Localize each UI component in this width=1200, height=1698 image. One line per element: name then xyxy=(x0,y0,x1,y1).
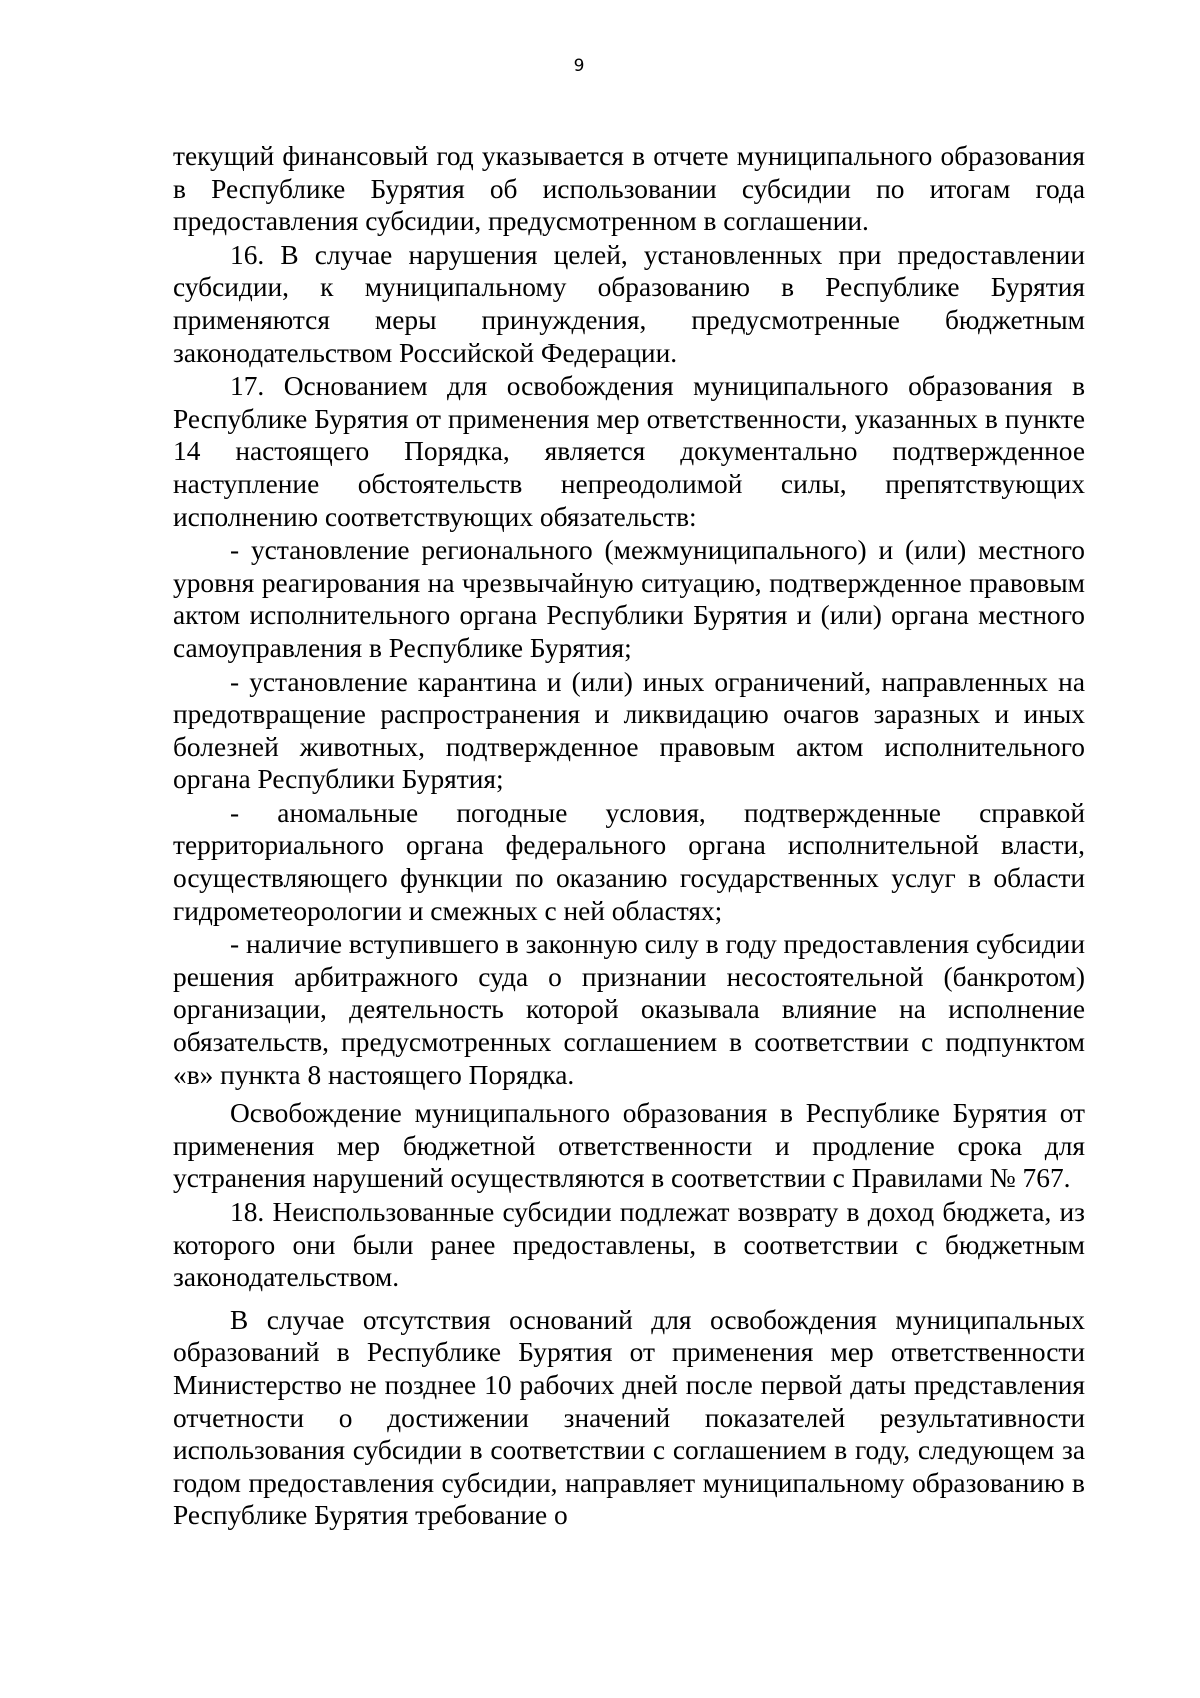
paragraph-16: 16. В случае нарушения целей, установленных при предоставлении субсидии, к муниципальному образованию в Республике Бурятия применяются меры принуждения, предусмотренные бюджетным законодательством Российской Федерации. xyxy=(173,239,1085,368)
paragraph-exemption: Освобождение муниципального образования в Республике Бурятия от применения мер бюджетной ответственности и продление срока для устранения нарушений осуществляются в соответствии с Правилами № 767. xyxy=(173,1098,1085,1194)
paragraph-no-grounds: В случае отсутствия оснований для освобождения муниципальных образований в Республике Бурятия от применения мер ответственности Министерство не позднее 10 рабочих дней после первой даты представления отчетности о достижении значений показателей результативности использования субсидии в соответствии с соглашением в году, следующем за годом предоставления субсидии, направляет муниципальному образованию в Республике Бурятия требование о xyxy=(173,1304,1085,1531)
list-item-weather: - аномальные погодные условия, подтвержденные справкой территориального органа федерального органа исполнительной власти, осуществляющего функции по оказанию государственных услуг в области гидрометеорологии и смежных с ней областях; xyxy=(173,797,1085,926)
paragraph-continuation: текущий финансовый год указывается в отчете муниципального образования в Республике Бурятия об использовании субсидии по итогам года предоставления субсидии, предусмотренном в соглашении. xyxy=(173,141,1085,237)
document-body xyxy=(173,140,1085,1532)
list-item-quarantine: - установление карантина и (или) иных ограничений, направленных на предотвращение распространения и ликвидацию очагов заразных и иных болезней животных, подтвержденное правовым актом исполнительного органа Республики Бурятия; xyxy=(173,666,1085,795)
paragraph-18: 18. Неиспользованные субсидии подлежат возврату в доход бюджета, из которого они были ранее предоставлены, в соответствии с бюджетным законодательством. xyxy=(173,1197,1085,1293)
paragraph-17: 17. Основанием для освобождения муниципального образования в Республике Бурятия от применения мер ответственности, указанных в пункте 14 настоящего Порядка, является документально подтвержденное наступление обстоятельств непреодолимой силы, препятствующих исполнению соответствующих обязательств: xyxy=(173,371,1085,532)
page-number: 9 xyxy=(573,56,585,76)
list-item-emergency: - установление регионального (межмуниципального) и (или) местного уровня реагирования на чрезвычайную ситуацию, подтвержденное правовым актом исполнительного органа Республики Бурятия и (или) органа местного самоуправления в Республике Бурятия; xyxy=(173,535,1085,663)
list-item-bankruptcy: - наличие вступившего в законную силу в году предоставления субсидии решения арбитражного суда о признании несостоятельной (банкротом) организации, деятельность которой оказывала влияние на исполнение обязательств, предусмотренных соглашением в соответствии с подпунктом «в» пункта 8 настоящего Порядка. xyxy=(173,929,1085,1090)
